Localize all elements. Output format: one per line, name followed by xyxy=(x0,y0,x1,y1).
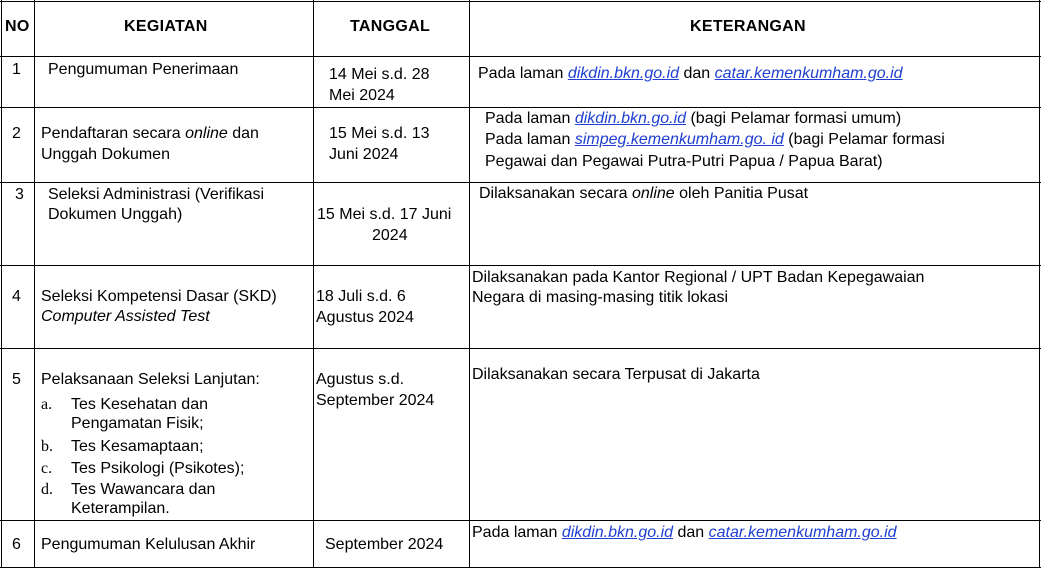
header-keterangan: KETERANGAN xyxy=(690,18,806,35)
grid-line xyxy=(0,265,1041,266)
description-text xyxy=(478,64,903,84)
link-dikdin[interactable]: dikdin.bkn.go.id xyxy=(561,524,674,541)
description-suffix: (bagi Pelamar formasi xyxy=(783,131,945,148)
date-text: Agustus 2024 xyxy=(316,309,414,326)
grid-line xyxy=(0,56,1041,57)
activity-text: Computer Assisted Test xyxy=(41,308,210,325)
activity-text: Seleksi Kompetensi Dasar (SKD) xyxy=(41,288,277,305)
list-item xyxy=(41,480,215,500)
description-suffix: oleh Panitia Pusat xyxy=(674,185,809,202)
description-prefix: Pada laman xyxy=(478,65,568,82)
link-catar[interactable]: catar.kemenkumham.go.id xyxy=(714,65,903,82)
row-number: 3 xyxy=(15,186,24,203)
list-label: d. xyxy=(41,481,53,498)
grid-line xyxy=(0,1,1041,2)
grid-line xyxy=(1,0,2,568)
list-text: Pengamatan Fisik; xyxy=(71,415,204,432)
grid-line xyxy=(1039,0,1040,568)
list-text: Tes Psikologi (Psikotes); xyxy=(71,460,245,477)
header-no: NO xyxy=(5,18,30,35)
grid-line xyxy=(0,107,1041,108)
grid-line xyxy=(469,0,470,568)
date-text: September 2024 xyxy=(325,536,444,553)
description-prefix: Pada laman xyxy=(485,110,575,127)
date-text: 2024 xyxy=(372,227,408,244)
activity-italic: online xyxy=(185,125,228,142)
list-item xyxy=(41,395,208,415)
list-text: Keterampilan. xyxy=(71,500,170,517)
list-text: Tes Kesamaptaan; xyxy=(71,438,204,455)
date-text: Juni 2024 xyxy=(329,146,399,163)
activity-text: Pengumuman Penerimaan xyxy=(48,61,239,78)
list-text: Tes Kesehatan dan xyxy=(71,396,208,413)
grid-line xyxy=(0,348,1041,349)
row-number: 5 xyxy=(12,371,21,388)
date-text: September 2024 xyxy=(316,392,435,409)
description-prefix: Dilaksanakan secara xyxy=(479,185,632,202)
description-connector: dan xyxy=(679,65,715,82)
description-italic: online xyxy=(631,185,675,202)
date-text: Mei 2024 xyxy=(329,87,395,104)
description-text xyxy=(485,130,945,150)
list-item xyxy=(41,459,244,479)
activity-prefix: Pendaftaran secara xyxy=(41,125,186,142)
row-number: 2 xyxy=(12,125,21,142)
activity-text: Unggah Dokumen xyxy=(41,146,170,163)
description-connector: dan xyxy=(673,524,709,541)
date-text: Agustus s.d. xyxy=(316,371,405,388)
activity-text: Dokumen Unggah) xyxy=(48,206,183,223)
description-suffix: (bagi Pelamar formasi umum) xyxy=(686,110,902,127)
activity-suffix: dan xyxy=(227,125,259,142)
list-label: c. xyxy=(41,460,53,477)
grid-line xyxy=(0,567,1041,568)
date-text: 14 Mei s.d. 28 xyxy=(329,66,430,83)
link-dikdin[interactable]: dikdin.bkn.go.id xyxy=(567,65,680,82)
grid-line xyxy=(313,0,314,568)
link-catar[interactable]: catar.kemenkumham.go.id xyxy=(708,524,897,541)
description-prefix: Pada laman xyxy=(472,524,562,541)
description-text: Dilaksanakan pada Kantor Regional / UPT Badan Kepegawaian xyxy=(472,269,925,286)
description-text: Pegawai dan Pegawai Putra-Putri Papua / Papua Barat) xyxy=(485,153,883,170)
list-text: Tes Wawancara dan xyxy=(71,481,216,498)
description-text: Dilaksanakan secara Terpusat di Jakarta xyxy=(472,366,760,383)
list-label: b. xyxy=(41,438,53,455)
grid-line xyxy=(34,0,35,568)
link-dikdin[interactable]: dikdin.bkn.go.id xyxy=(574,110,687,127)
link-simpeg[interactable]: simpeg.kemenkumham.go. id xyxy=(574,131,784,148)
activity-text: Pelaksanaan Seleksi Lanjutan: xyxy=(41,371,260,388)
date-text: 18 Juli s.d. 6 xyxy=(316,288,406,305)
description-prefix: Pada laman xyxy=(485,131,575,148)
activity-text: Seleksi Administrasi (Verifikasi xyxy=(48,186,265,203)
description-text xyxy=(479,184,808,204)
description-text xyxy=(485,109,901,129)
header-kegiatan: KEGIATAN xyxy=(124,18,208,35)
grid-line xyxy=(0,520,1041,521)
activity-text: Pengumuman Kelulusan Akhir xyxy=(41,536,256,553)
grid-line xyxy=(0,182,1041,183)
row-number: 6 xyxy=(12,536,21,553)
date-text: 15 Mei s.d. 13 xyxy=(329,125,430,142)
activity-text xyxy=(41,124,259,144)
date-text: 15 Mei s.d. 17 Juni xyxy=(317,206,452,223)
row-number: 4 xyxy=(12,288,21,305)
list-label: a. xyxy=(41,396,53,413)
description-text xyxy=(472,523,897,543)
description-text: Negara di masing-masing titik lokasi xyxy=(472,289,729,306)
row-number: 1 xyxy=(12,61,21,78)
list-item xyxy=(41,437,204,457)
header-tanggal: TANGGAL xyxy=(350,18,431,35)
